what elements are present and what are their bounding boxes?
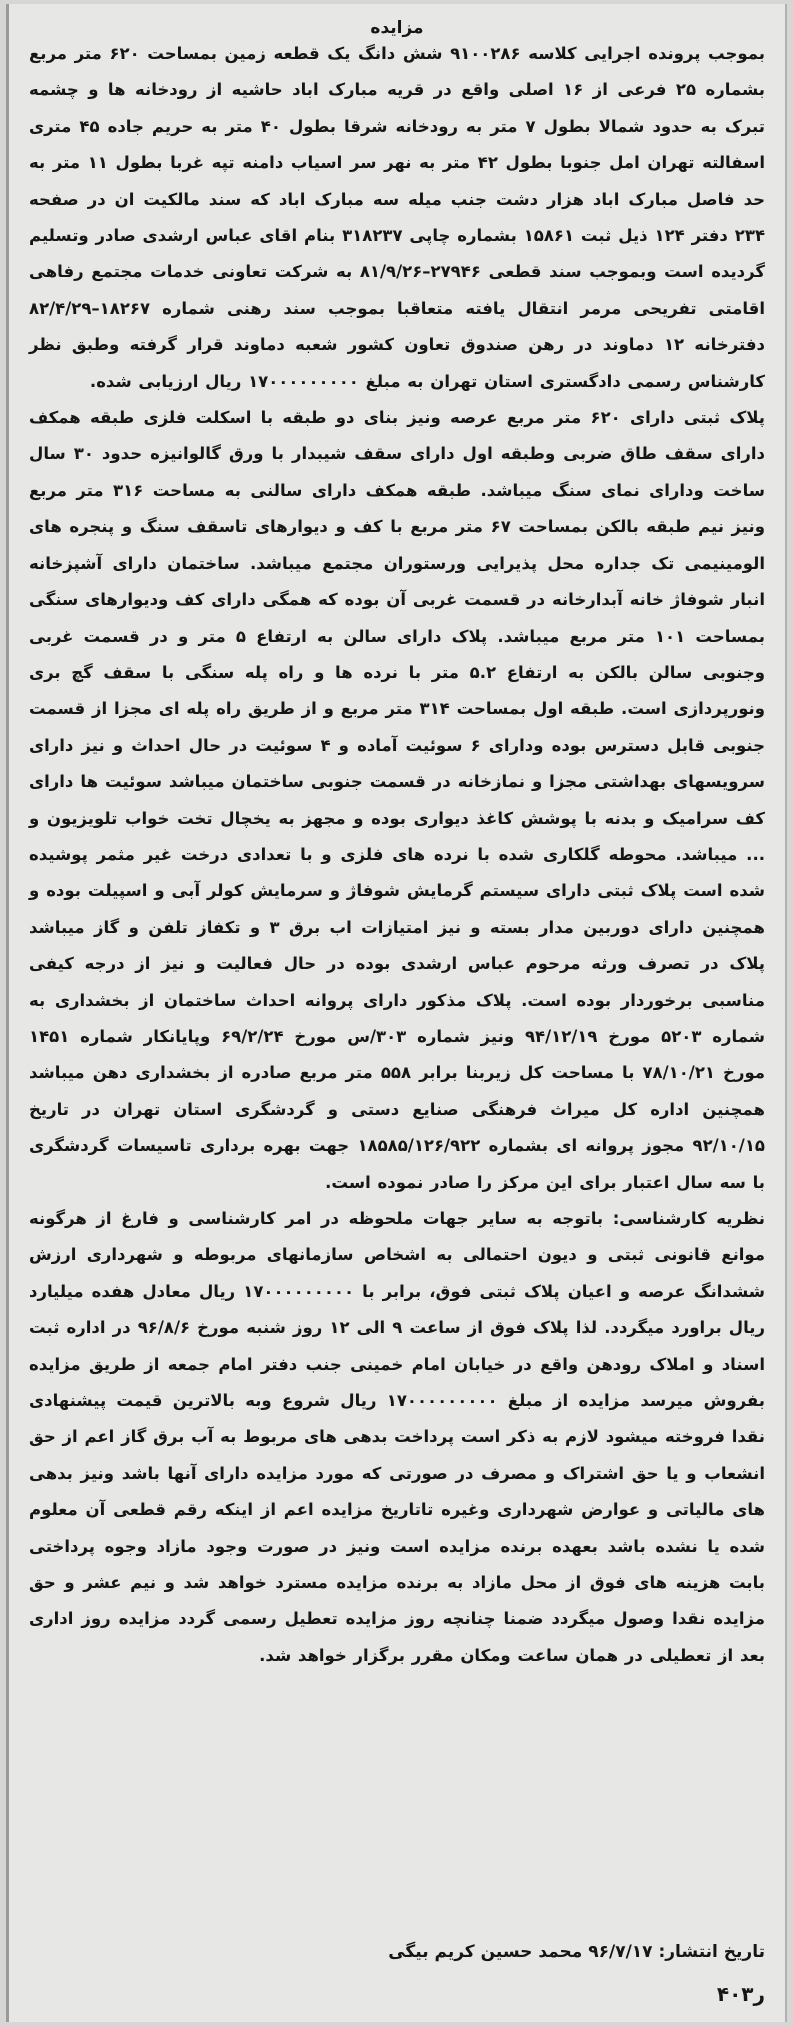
paragraph-expert-opinion: نظریه کارشناسی: باتوجه به سایر جهات ملحوظه در امر کارشناسی و فارغ از هرگونه موانع قانونی ثبتی و دیون احتمالی به اشخاص سازمانهای مربوطه و شهرداری ارزش ششدانگ عرصه و اعیان پلاک ثبتی فوق، برابر با ۱۷۰۰۰۰۰۰۰۰۰ ریال معادل هفده میلیارد ریال براورد میگردد. لذا پلاک فوق از ساعت ۹ الی ۱۲ روز شنبه مورخ ۹۶/۸/۶ در اداره ثبت اسناد و املاک رودهن واقع در خیابان امام خمینی جنب دفتر امام جمعه از طریق مزایده بفروش میرسد مزایده از مبلغ ۱۷۰۰۰۰۰۰۰۰۰ ریال شروع وبه بالاترین قیمت پیشنهادی نقدا فروخته میشود لازم به ذکر است پرداخت بدهی های مربوط به آب برق گاز اعم از حق انشعاب و یا حق اشتراک و مصرف در صورتی که مورد مزایده دارای آنها باشد ونیز بدهی های مالیاتی و عوارض شهرداری وغیره تاتاریخ مزایده اعم از اینکه رقم قطعی آن معلوم شده یا نشده باشد بعهده برنده مزایده است ونیز در صورت وجود مازاد وجوه پرداختی بابت هزینه های فوق از محل مازاد به برنده مزایده مسترد خواهد شد و نیم عشر و حق مزایده نقدا وصول میگردد ضمنا چنانچه روز مزایده تعطیل رسمی گردد مزایده روز اداری بعد از تعطیلی در همان ساعت ومکان مقرر برگزار خواهد شد. — [29, 1209, 765, 1665]
notice-title: مزایده — [370, 18, 424, 38]
paragraph-property-description: بموجب پرونده اجرایی کلاسه ۹۱۰۰۲۸۶ شش دانگ یک قطعه زمین بمساحت ۶۲۰ متر مربع بشماره ۲۵ فرعی از ۱۶ اصلی واقع در قریه مبارک اباد حاشیه از رودخانه ها و چشمه تبرک به حدود شمالا بطول ۷ متر به رودخانه شرقا بطول ۴۰ متر به حریم جاده ۴۵ متری اسفالته تهران امل جنوبا بطول ۴۲ متر به نهر سر اسیاب دامنه تپه غربا بطول ۱۱ متر به حد فاصل مبارک اباد هزار دشت جنب میله سه مبارک اباد که سند مالکیت ان در صفحه ۲۳۴ دفتر ۱۲۴ ذیل ثبت ۱۵۸۶۱ بشماره چاپی ۳۱۸۲۳۷ بنام اقای عباس ارشدی صادر وتسلیم گردیده است وبموجب سند قطعی ۲۷۹۴۶–۸۱/۹/۲۶ به شرکت تعاونی خدمات مجتمع رفاهی اقامتی تفریحی مرمر انتقال یافته متعاقبا بموجب سند رهنی شماره ۱۸۲۶۷–۸۲/۴/۲۹ دفترخانه ۱۲ دماوند در رهن صندوق تعاون کشور شعبه دماوند قرار گرفته وطبق نظر کارشناس رسمی دادگستری استان تهران به مبلغ ۱۷۰۰۰۰۰۰۰۰۰ ریال ارزیابی شده. — [29, 44, 766, 391]
publish-date: تاریخ انتشار: ۹۶/۷/۱۷ محمد حسین کریم بیگی — [388, 1942, 765, 1962]
paragraph-building-details: پلاک ثبتی دارای ۶۲۰ متر مربع عرصه ونیز بنای دو طبقه با اسکلت فلزی طبقه همکف دارای سقف طاق ضربی وطبقه اول دارای سقف شیبدار با ورق گالوانیزه حدود ۳۰ سال ساخت ودارای نمای سنگ میباشد. طبقه همکف دارای سالنی به مساحت ۳۱۶ متر مربع ونیز نیم طبقه بالکن بمساحت ۶۷ متر مربع با کف و دیوارهای تاسقف سنگ و پنجره های الومینیمی تک جداره محل پذیرایی ورستوران مجتمع میباشد. ساختمان دارای آشپزخانه انبار شوفاژ خانه آبدارخانه در قسمت غربی آن بوده که همگی دارای کف ودیوارهای سنگی بمساحت ۱۰۱ متر مربع میباشد. پلاک دارای سالن به ارتفاع ۵ متر و در قسمت غربی وجنوبی سالن بالکن به ارتفاع ۵.۲ متر با نرده ها و راه پله سنگی با سقف گچ بری ونورپردازی است. طبقه اول بمساحت ۳۱۴ متر مربع و از طریق راه پله ای مجزا از قسمت جنوبی قابل دسترس بوده ودارای ۶ سوئیت آماده و ۴ سوئیت در حال احداث و نیز دارای سرویسهای بهداشتی مجزا و نمازخانه در قسمت جنوبی ساختمان میباشد سوئیت ها دارای کف سرامیک و بدنه با پوشش کاغذ دیواری بوده و مجهز به یخچال تخت خواب تلویزیون و ... میباشد. محوطه گلکاری شده با نرده های فلزی و با تعدادی درخت غیر مثمر پوشیده شده است پلاک ثبتی دارای سیستم گرمایش شوفاژ و سرمایش کولر آبی و اسپیلت بوده و همچنین دارای دوربین مدار بسته و نیز امتیازات اب برق ۳ و تکفاز تلفن و گاز میباشد پلاک در تصرف ورثه مرحوم عباس ارشدی بوده در حال فعالیت و نیز از درجه کیفی مناسبی برخوردار بوده است. پلاک مذکور دارای پروانه احداث ساختمان از بخشداری به شماره ۵۲۰۳ مورخ ۹۴/۱۲/۱۹ ونیز شماره ۳۰۳/س مورخ ۶۹/۲/۲۴ وپایانکار شماره ۱۴۵۱ مورخ ۷۸/۱۰/۲۱ با مساحت کل زیربنا برابر ۵۵۸ متر مربع صادره از بخشداری دهن میباشد همچنین اداره کل میراث فرهنگی صنایع دستی و گردشگری استان تهران در تاریخ ۹۲/۱۰/۱۵ مجوز پروانه ای بشماره ۱۸۵۸۵/۱۲۶/۹۲۲ جهت بهره برداری تاسیسات گردشگری با سه سال اعتبار برای این مرکز را صادر نموده است. — [29, 408, 766, 1192]
notice-body — [29, 36, 765, 1674]
newspaper-clipping — [6, 4, 787, 2022]
notice-code: ر۴۰۳ — [716, 1982, 765, 2006]
